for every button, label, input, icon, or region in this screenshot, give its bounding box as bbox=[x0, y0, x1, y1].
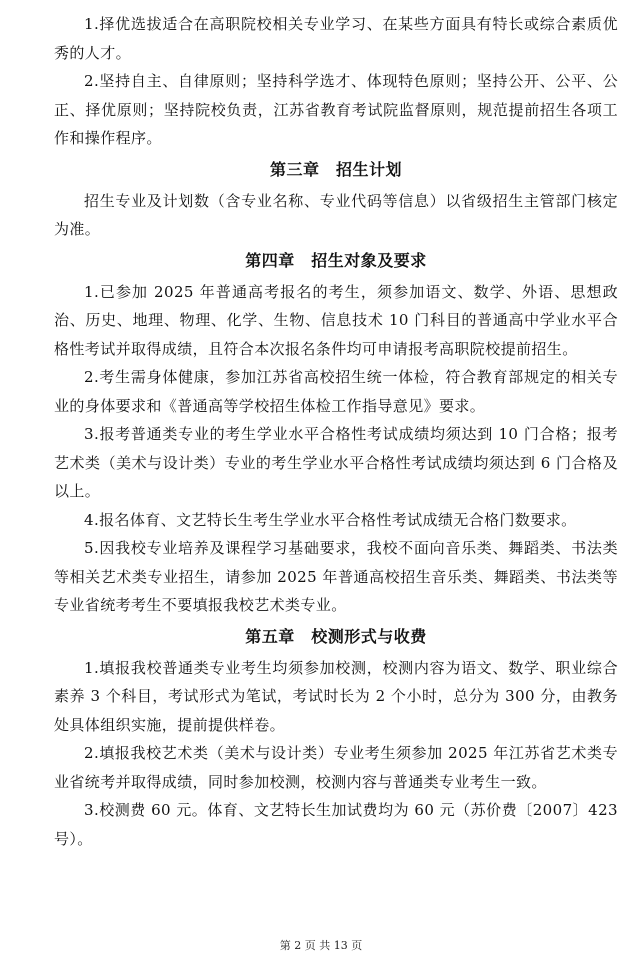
paragraph-requirement-1: 1.已参加 2025 年普通高考报名的考生，须参加语文、数学、外语、思想政治、历史、地理、物理、化学、生物、信息技术 10 门科目的普通高中学业水平合格性考试并取得成绩，且符合本次报名条件均可申请报考高职院校提前招生。 bbox=[54, 282, 618, 358]
paragraph-plan: 招生专业及计划数（含专业名称、专业代码等信息）以省级招生主管部门核定为准。 bbox=[54, 191, 618, 238]
paragraph-principle-1: 1.择优选拔适合在高职院校相关专业学习、在某些方面具有特长或综合素质优秀的人才。 bbox=[54, 15, 618, 62]
paragraph-requirement-3: 3.报考普通类专业的考生学业水平合格性考试成绩均须达到 10 门合格；报考艺术类（美术与设计类）专业的考生学业水平合格性考试成绩均须达到 6 门合格及以上。 bbox=[54, 425, 618, 500]
chapter-3-heading: 第三章 招生计划 bbox=[269, 159, 402, 179]
chapter-4-heading: 第四章 招生对象及要求 bbox=[245, 250, 427, 270]
paragraph-exam-2: 2.填报我校艺术类（美术与设计类）专业考生须参加 2025 年江苏省艺术类专业省统考并取得成绩，同时参加校测，校测内容与普通类专业考生一致。 bbox=[54, 744, 618, 791]
paragraph-exam-1: 1.填报我校普通类专业考生均须参加校测，校测内容为语文、数学、职业综合素养 3 个科目，考试形式为笔试，考试时长为 2 个小时，总分为 300 分，由教务处具体组织实施，提前提供样卷。 bbox=[54, 658, 618, 734]
paragraph-requirement-2: 2.考生需身体健康，参加江苏省高校招生统一体检，符合教育部规定的相关专业的身体要求和《普通高等学校招生体检工作指导意见》要求。 bbox=[54, 368, 618, 415]
paragraph-principle-2: 2.坚持自主、自律原则；坚持科学选才、体现特色原则；坚持公开、公平、公正、择优原则；坚持院校负责，江苏省教育考试院监督原则，规范提前招生各项工作和操作程序。 bbox=[54, 72, 618, 147]
paragraph-exam-fee: 3.校测费 60 元。体育、文艺特长生加试费均为 60 元（苏价费〔2007〕423号）。 bbox=[54, 801, 618, 848]
document-body bbox=[54, 10, 618, 853]
paragraph-requirement-4: 4.报名体育、文艺特长生考生学业水平合格性考试成绩无合格门数要求。 bbox=[84, 510, 577, 529]
page-footer: 第 2 页 共 13 页 bbox=[279, 939, 363, 952]
paragraph-requirement-5: 5.因我校专业培养及课程学习基础要求，我校不面向音乐类、舞蹈类、书法类等相关艺术类专业招生，请参加 2025 年普通高校招生音乐类、舞蹈类、书法类等专业省统考考生不要填报我校艺术类专业。 bbox=[54, 539, 618, 614]
chapter-5-heading: 第五章 校测形式与收费 bbox=[245, 626, 427, 646]
